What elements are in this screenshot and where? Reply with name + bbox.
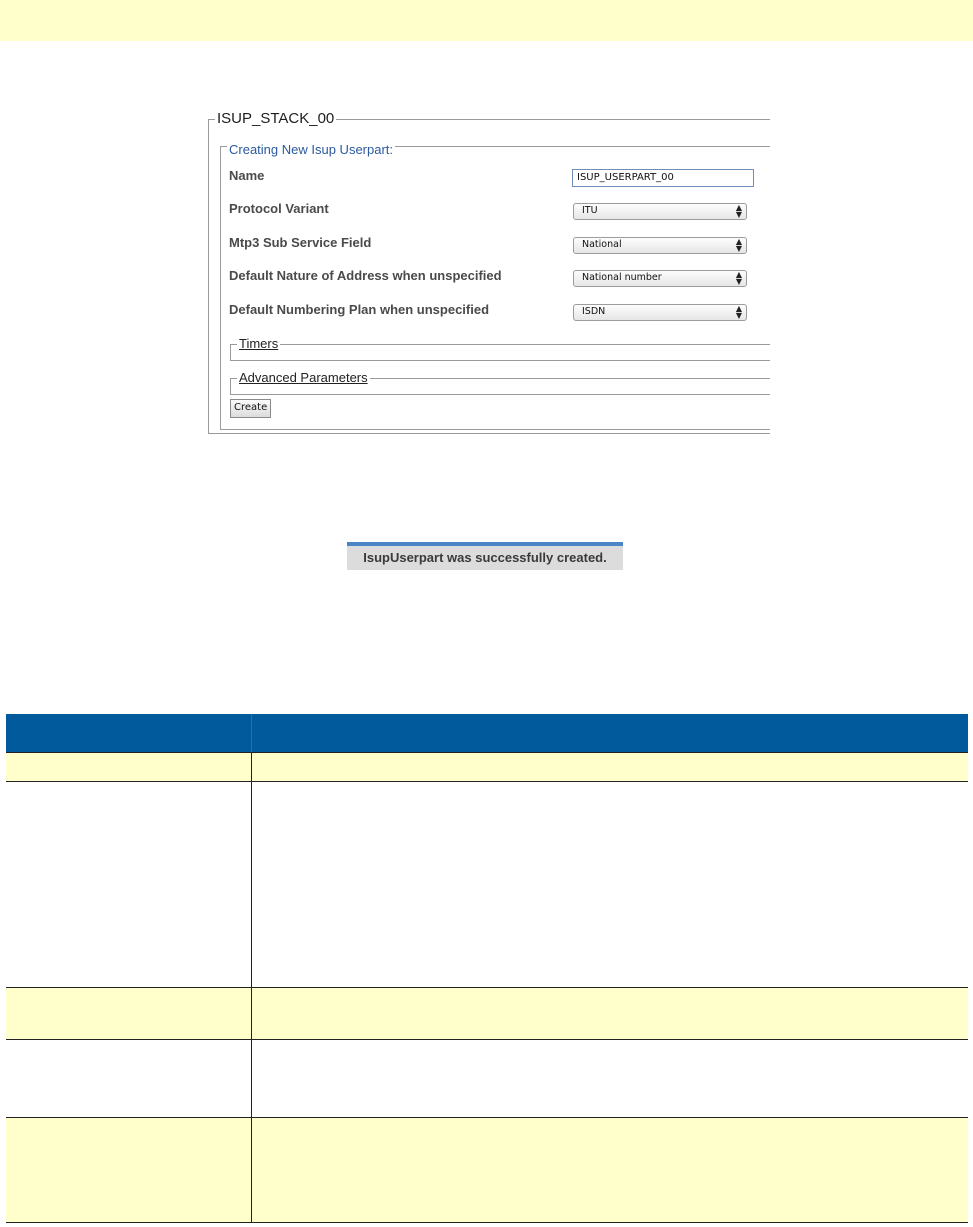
updown-arrows-icon: ▲ ▼ [735, 203, 742, 219]
protocol-variant-select[interactable] [573, 203, 747, 220]
column-divider [251, 782, 252, 987]
name-input[interactable]: ISUP_USERPART_00 [572, 169, 754, 187]
table-row [6, 782, 968, 988]
table-row [6, 988, 968, 1040]
timers-fieldset [230, 344, 770, 361]
section-title: Creating New Isup Userpart: [229, 142, 394, 157]
protocol-variant-label: Protocol Variant [229, 201, 329, 216]
success-message: IsupUserpart was successfully created. [347, 542, 623, 570]
table-row [6, 753, 968, 782]
numbering-plan-value: ISDN [582, 306, 606, 317]
numbering-plan-select[interactable] [573, 304, 747, 321]
updown-arrows-icon: ▲ ▼ [735, 304, 742, 320]
column-divider [251, 753, 252, 781]
mtp3-ssf-label: Mtp3 Sub Service Field [229, 235, 372, 250]
column-divider [251, 1118, 252, 1222]
nature-of-address-value: National number [582, 272, 662, 283]
numbering-plan-label: Default Numbering Plan when unspecified [229, 302, 490, 317]
column-divider [251, 1040, 252, 1117]
name-label: Name [229, 168, 265, 183]
top-band [0, 0, 973, 41]
table-row [6, 1040, 968, 1118]
nature-of-address-select[interactable] [573, 270, 747, 287]
table-header [6, 714, 968, 753]
protocol-variant-value: ITU [582, 205, 598, 216]
updown-arrows-icon: ▲ ▼ [735, 270, 742, 286]
mtp3-ssf-value: National [582, 239, 622, 250]
updown-arrows-icon: ▲ ▼ [735, 237, 742, 253]
column-divider [251, 988, 252, 1039]
timers-toggle[interactable]: Timers [239, 336, 279, 351]
stack-title: ISUP_STACK_00 [217, 110, 335, 127]
advanced-parameters-toggle[interactable]: Advanced Parameters [239, 370, 368, 385]
isup-form-panel [206, 108, 770, 434]
table-row [6, 1118, 968, 1223]
column-divider [251, 714, 252, 752]
create-button[interactable]: Create [230, 399, 271, 418]
mtp3-ssf-select[interactable] [573, 237, 747, 254]
nature-of-address-label: Default Nature of Address when unspecified [229, 268, 502, 283]
